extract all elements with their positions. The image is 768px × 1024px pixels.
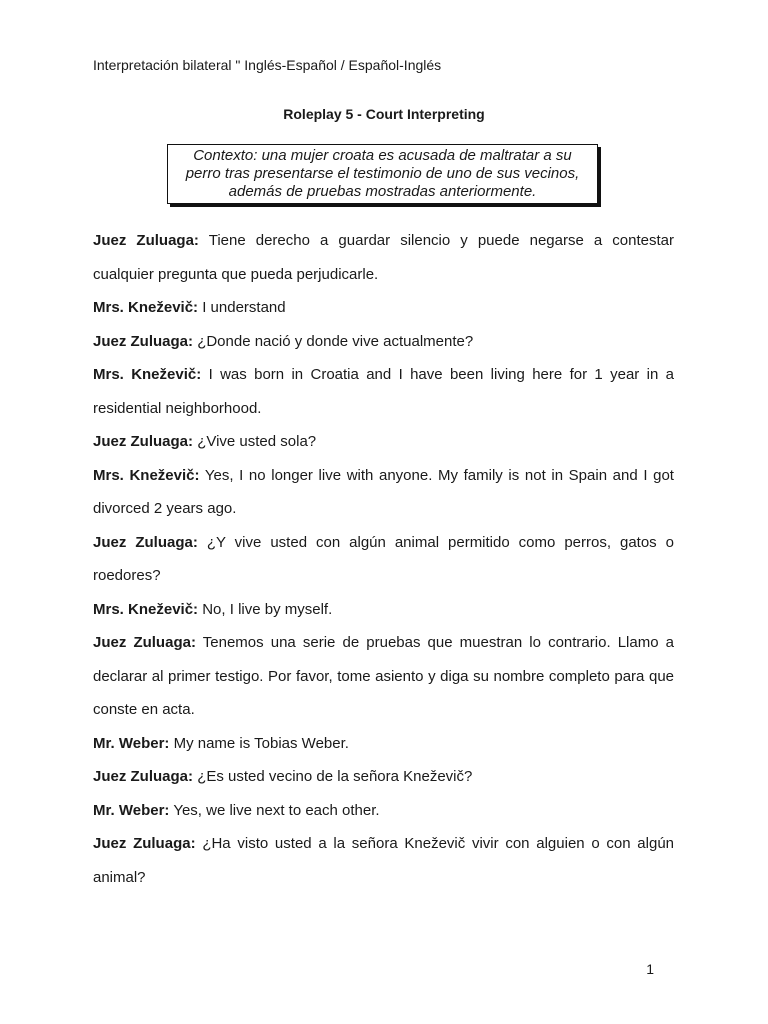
speaker-name: Mr. Weber: (93, 734, 170, 752)
speaker-name: Juez Zuluaga: (93, 232, 199, 249)
spoken-line: No, I live by myself. (202, 600, 333, 618)
speaker-name: Juez Zuluaga: (93, 533, 198, 551)
dialogue-turn (93, 526, 674, 593)
context-text: Contexto: una mujer croata es acusada de maltratar a su perro tras presentarse el testimonio de uno de sus vecinos, además de pruebas mostradas anteriormente. (185, 147, 580, 200)
spoken-line: ¿Es usted vecino de la señora Kneževič? (197, 768, 473, 785)
dialogue-turn (93, 358, 674, 425)
spoken-line: ¿Ha visto usted a la señora Kneževič vivir con alguien o con algún animal? (93, 835, 675, 886)
document-header: Interpretación bilateral " Inglés-Español / Español-Inglés (93, 57, 442, 73)
spoken-line: Yes, I no longer live with anyone. My family is not in Spain and I got divorced 2 years ago. (93, 466, 674, 517)
speaker-name: Juez Zuluaga: (93, 768, 194, 785)
dialogue-turn (93, 459, 674, 526)
context-box (167, 144, 598, 204)
dialogue-turn (93, 593, 674, 627)
speaker-name: Mrs. Kneževič: (93, 366, 202, 383)
spoken-line: I was born in Croatia and I have been living here for 1 year in a residential neighborhood. (93, 366, 674, 417)
speaker-name: Juez Zuluaga: (93, 634, 196, 651)
speaker-name: Juez Zuluaga: (93, 332, 194, 350)
dialogue-turn (93, 794, 674, 828)
speaker-name: Mr. Weber: (93, 801, 170, 819)
dialogue-turn (93, 626, 674, 727)
dialogue-turn (93, 224, 674, 291)
speaker-name: Mrs. Kneževič: (93, 600, 199, 618)
speaker-name: Mrs. Kneževič: (93, 466, 200, 484)
document-title: Roleplay 5 - Court Interpreting (283, 106, 485, 122)
dialogue-turn (93, 760, 674, 794)
spoken-line: ¿Y vive usted con algún animal permitido como perros, gatos o roedores? (93, 533, 675, 584)
dialogue-turn (93, 727, 674, 761)
spoken-line: I understand (202, 299, 286, 316)
speaker-name: Mrs. Kneževič: (93, 299, 199, 316)
spoken-line: My name is Tobias Weber. (173, 734, 349, 752)
speaker-name: Juez Zuluaga: (93, 433, 194, 450)
spoken-line: ¿Vive usted sola? (197, 433, 317, 450)
page-number: 1 (646, 961, 654, 977)
spoken-line: Tenemos una serie de pruebas que muestran lo contrario. Llamo a declarar al primer testigo. Por favor, tome asiento y diga su nombre completo para que conste en acta. (93, 634, 674, 718)
spoken-line: ¿Donde nació y donde vive actualmente? (197, 332, 474, 350)
dialogue-turn (93, 291, 674, 325)
speaker-name: Juez Zuluaga: (93, 835, 196, 852)
spoken-line: Yes, we live next to each other. (173, 801, 380, 819)
dialogue-turn (93, 325, 674, 359)
dialogue-transcript (93, 224, 674, 894)
dialogue-turn (93, 827, 674, 894)
spoken-line: Tiene derecho a guardar silencio y puede negarse a contestar cualquier pregunta que pueda perjudicarle. (93, 232, 674, 283)
dialogue-turn (93, 425, 674, 459)
